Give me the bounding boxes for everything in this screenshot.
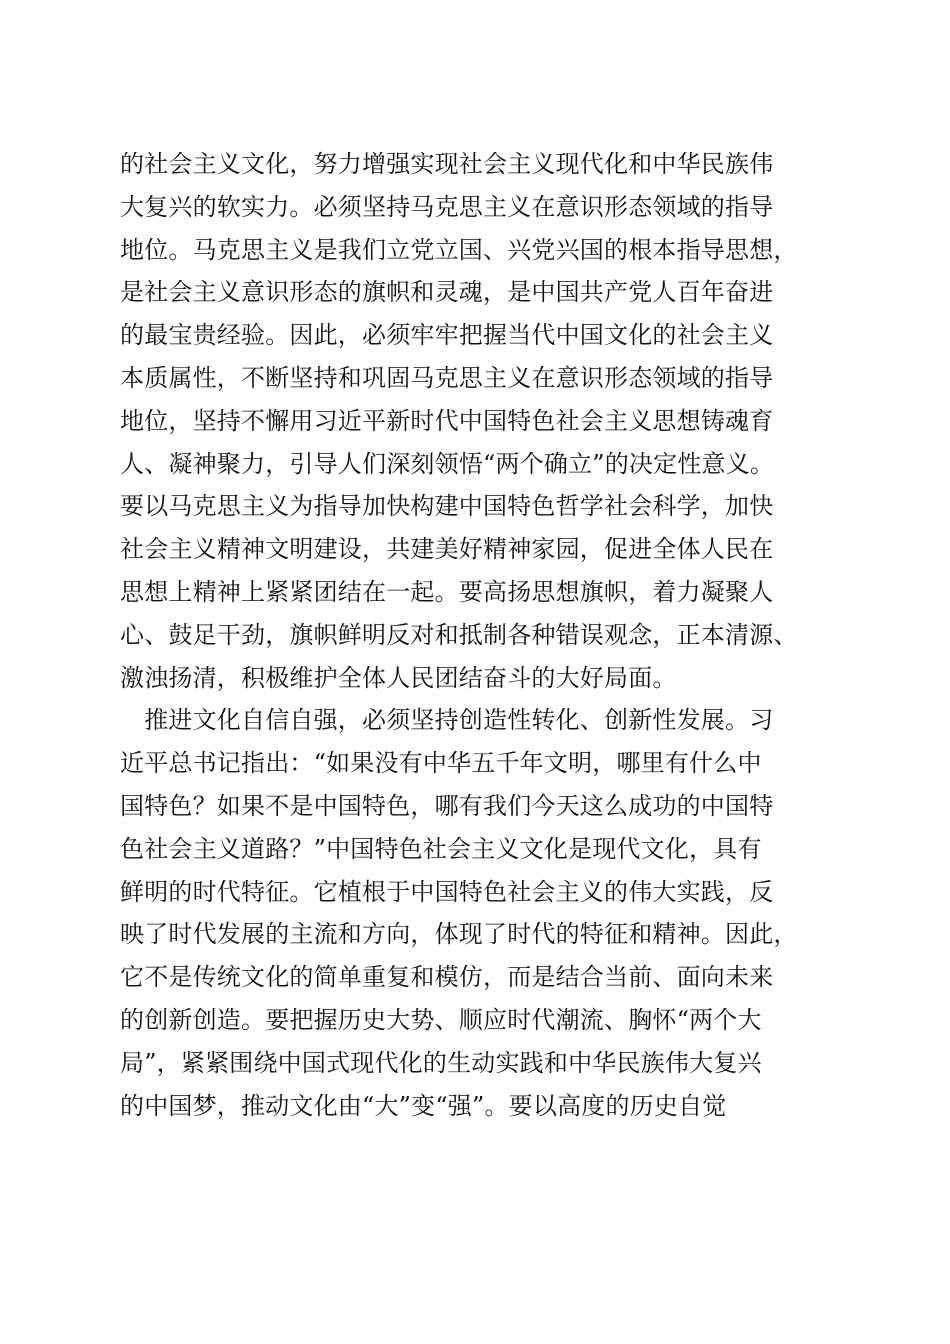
text-line: 局”，紧紧围绕中国式现代化的生动实践和中华民族伟大复兴 [120, 1048, 762, 1077]
text-line: 它不是传统文化的简单重复和模仿，而是结合当前、面向未来 [120, 963, 774, 992]
text-line: 是社会主义意识形态的旗帜和灵魂，是中国共产党人百年奋进 [120, 278, 774, 307]
text-line: 大复兴的软实力。必须坚持马克思主义在意识形态领域的指导 [120, 192, 774, 221]
text-line: 色社会主义道路？”中国特色社会主义文化是现代文化，具有 [120, 834, 762, 863]
text-line: 的社会主义文化，努力增强实现社会主义现代化和中华民族伟 [120, 150, 774, 178]
text-line: 的创新创造。要把握历史大势、顺应时代潮流、胸怀“两个大 [120, 1005, 762, 1034]
text-line: 本质属性，不断坚持和巩固马克思主义在意识形态领域的指导 [120, 363, 774, 392]
text-line: 激浊扬清，积极维护全体人民团结奋斗的大好局面。 [120, 663, 677, 692]
text-line: 心、鼓足干劲，旗帜鲜明反对和抵制各种错误观念，正本清源、 [120, 620, 798, 649]
text-line: 人、凝神聚力，引导人们深刻领悟“两个确立”的决定性意义。 [120, 449, 775, 478]
text-line: 推进文化自信自强，必须坚持创造性转化、创新性发展。习 [120, 706, 774, 735]
text-line: 思想上精神上紧紧团结在一起。要高扬思想旗帜，着力凝聚人 [120, 577, 774, 606]
text-line: 的中国梦，推动文化由“大”变“强”。要以高度的历史自觉 [120, 1091, 727, 1120]
text-line: 映了时代发展的主流和方向，体现了时代的特征和精神。因此， [120, 920, 798, 949]
body-text [120, 143, 840, 1127]
text-line: 国特色？如果不是中国特色，哪有我们今天这么成功的中国特 [120, 791, 774, 820]
text-line: 要以马克思主义为指导加快构建中国特色哲学社会科学，加快 [120, 492, 774, 521]
text-line: 鲜明的时代特征。它植根于中国特色社会主义的伟大实践，反 [120, 877, 774, 906]
text-line: 地位。马克思主义是我们立党立国、兴党兴国的根本指导思想， [120, 235, 798, 264]
text-line: 的最宝贵经验。因此，必须牢牢把握当代中国文化的社会主义 [120, 321, 774, 350]
text-line: 地位，坚持不懈用习近平新时代中国特色社会主义思想铸魂育 [120, 406, 774, 435]
text-line: 近平总书记指出：“如果没有中华五千年文明，哪里有什么中 [120, 749, 762, 778]
text-line: 社会主义精神文明建设，共建美好精神家园，促进全体人民在 [120, 535, 774, 564]
